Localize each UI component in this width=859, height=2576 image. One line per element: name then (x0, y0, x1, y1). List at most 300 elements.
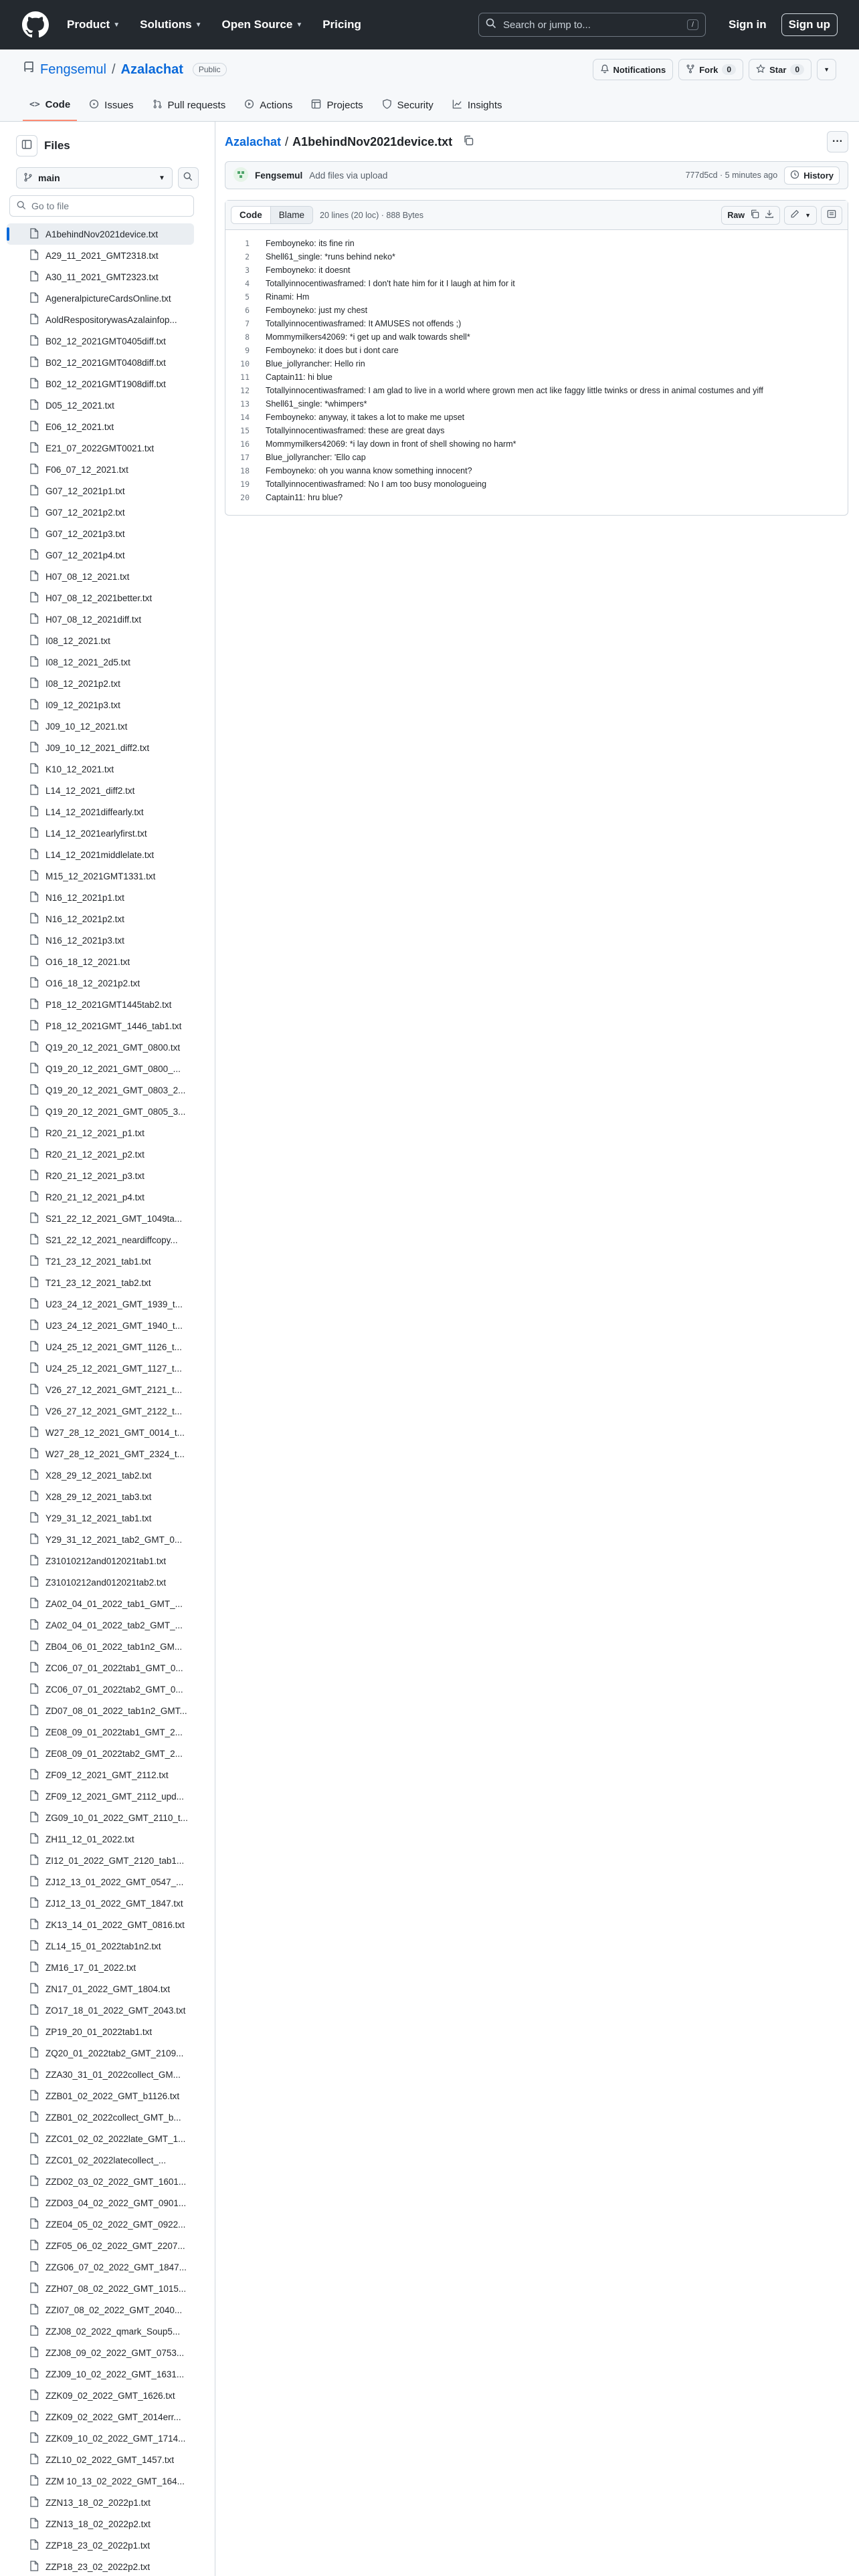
file-tree-item-label: R20_21_12_2021_p2.txt (45, 1149, 145, 1160)
file-tree-item-label: ZZJ08_09_02_2022_GMT_0753... (45, 2347, 185, 2358)
file-tree-item[interactable] (7, 1935, 194, 1957)
file-tree-item[interactable] (7, 1443, 194, 1465)
file-tree-item[interactable] (7, 309, 194, 330)
file-tree-item[interactable] (7, 1079, 194, 1101)
file-tree-item-label: ZZH07_08_02_2022_GMT_1015... (45, 2283, 187, 2294)
file-tree-item[interactable] (7, 416, 194, 437)
file-tree-item[interactable] (7, 395, 194, 416)
line-number[interactable]: 6 (245, 306, 250, 315)
file-tree-item[interactable] (7, 2021, 194, 2042)
code-line (225, 263, 848, 277)
file-tree-item[interactable] (7, 865, 194, 887)
file-tree-item-label: ZZB01_02_2022_GMT_b1126.txt (45, 2090, 180, 2101)
file-tree-item[interactable] (7, 1379, 194, 1400)
file-icon (29, 827, 39, 840)
file-tree-item[interactable] (7, 2042, 194, 2064)
file-tree-item[interactable] (7, 2000, 194, 2021)
file-tree-item-label: E06_12_2021.txt (45, 421, 114, 432)
file-tree-item[interactable] (7, 1101, 194, 1122)
file-tree-item[interactable] (7, 951, 194, 972)
file-tree-item-label: G07_12_2021p3.txt (45, 528, 125, 539)
file-tree-item[interactable] (7, 908, 194, 930)
file-tree-item[interactable] (7, 1893, 194, 1914)
file-tree-item[interactable] (7, 1015, 194, 1037)
file-tree-item[interactable] (7, 2363, 194, 2385)
avatar[interactable] (233, 167, 248, 184)
file-tree-item-label: ZP19_20_01_2022tab1.txt (45, 2026, 153, 2037)
file-tree-item[interactable] (7, 1721, 194, 1743)
file-tree-item[interactable] (7, 1315, 194, 1336)
file-tree-item[interactable] (7, 480, 194, 502)
file-tree-item-label: ZD07_08_01_2022_tab1n2_GMT... (45, 1705, 187, 1716)
file-tree-item[interactable] (7, 587, 194, 609)
file-icon (29, 2475, 39, 2488)
file-icon (29, 1833, 39, 1846)
nav-product[interactable] (67, 18, 120, 31)
file-tree-item[interactable] (7, 2406, 194, 2428)
file-tree-item-label: ZH11_12_01_2022.txt (45, 1834, 134, 1844)
file-tree-item[interactable] (7, 1914, 194, 1935)
line-number[interactable]: 5 (245, 292, 250, 302)
file-tree-item-label: W27_28_12_2021_GMT_0014_t... (45, 1427, 185, 1438)
file-icon (29, 1598, 39, 1610)
file-icon (29, 1769, 39, 1782)
line-number[interactable]: 9 (245, 346, 250, 355)
more-options-button[interactable] (827, 131, 848, 152)
file-tree-item[interactable] (7, 1486, 194, 1507)
file-tree-item[interactable] (7, 972, 194, 994)
tab-actions[interactable] (237, 92, 299, 121)
file-icon (29, 1105, 39, 1118)
file-icon (29, 2282, 39, 2295)
file-tree-item[interactable] (7, 437, 194, 459)
file-tree-sidebar (0, 122, 215, 2576)
line-number[interactable]: 17 (240, 453, 250, 462)
nav-pricing[interactable] (322, 18, 361, 31)
file-icon (29, 1448, 39, 1461)
nav-open-source[interactable] (222, 18, 303, 31)
nav-solutions-label: Solutions (140, 18, 192, 31)
file-tree-item[interactable] (7, 1422, 194, 1443)
file-tree-item[interactable] (7, 1657, 194, 1679)
file-icon (29, 613, 39, 626)
repo-owner-link[interactable]: Fengsemul (40, 62, 106, 77)
file-tree-item[interactable] (7, 459, 194, 480)
file-tree-item[interactable] (7, 694, 194, 716)
file-tree-item[interactable] (7, 2556, 194, 2576)
file-tree-item-label: J09_10_12_2021.txt (45, 721, 128, 732)
file-tree-item-label: L14_12_2021middlelate.txt (45, 849, 155, 860)
file-tree-item[interactable] (7, 1529, 194, 1550)
file-icon (29, 870, 39, 883)
file-icon (29, 2518, 39, 2531)
file-icon (29, 570, 39, 583)
file-tree-item[interactable] (7, 1058, 194, 1079)
file-tree-item[interactable] (7, 223, 194, 245)
github-logo-icon[interactable] (21, 11, 50, 39)
file-tree-item[interactable] (7, 2535, 194, 2556)
file-tree-item[interactable] (7, 1593, 194, 1614)
file-tree-item[interactable] (7, 1229, 194, 1251)
file-tree-item[interactable] (7, 2085, 194, 2107)
file-tree-item[interactable] (7, 2256, 194, 2278)
file-tree-item[interactable] (7, 1807, 194, 1828)
file-icon (29, 485, 39, 498)
symbols-panel-button[interactable] (821, 206, 842, 225)
line-number[interactable]: 13 (240, 399, 250, 409)
file-tree-item[interactable] (7, 1465, 194, 1486)
line-number[interactable]: 11 (240, 372, 250, 382)
file-tree-item[interactable] (7, 2192, 194, 2214)
chevron-down-icon: ▼ (296, 21, 303, 29)
file-icon (29, 1747, 39, 1760)
tab-code[interactable] (23, 92, 77, 121)
git-branch-icon (23, 173, 33, 184)
line-number[interactable]: 2 (245, 252, 250, 261)
file-tree-item[interactable] (7, 1786, 194, 1807)
file-tree-item-label: ZL14_15_01_2022tab1n2.txt (45, 1941, 161, 1951)
file-tree-item[interactable] (7, 716, 194, 737)
file-tree-item[interactable] (7, 1186, 194, 1208)
file-tree-item-label: S21_22_12_2021_GMT_1049ta... (45, 1213, 183, 1224)
file-tree-item-label: V26_27_12_2021_GMT_2122_t... (45, 1406, 183, 1416)
file-tree-item[interactable] (7, 1336, 194, 1358)
file-icon (29, 677, 39, 690)
line-text: Femboyneko: it doesnt (266, 265, 351, 275)
line-number[interactable]: 1 (245, 239, 250, 248)
commit-message[interactable]: Add files via upload (309, 170, 388, 181)
file-icon (29, 2004, 39, 2017)
line-number[interactable]: 12 (240, 386, 250, 395)
file-tree-item[interactable] (7, 2321, 194, 2342)
file-tree-item[interactable] (7, 930, 194, 951)
file-tree-item-label: B02_12_2021GMT0405diff.txt (45, 336, 166, 346)
file-tree-item[interactable] (7, 844, 194, 865)
file-tree-item[interactable] (7, 994, 194, 1015)
file-tree-item-label: R20_21_12_2021_p3.txt (45, 1170, 145, 1181)
commit-sha-time[interactable]: 777d5cd · 5 minutes ago (685, 171, 778, 180)
file-tree-item[interactable] (7, 801, 194, 823)
file-icon (29, 1555, 39, 1568)
code-line (225, 277, 848, 290)
file-tree-item[interactable] (7, 1572, 194, 1593)
star-dropdown-button[interactable] (817, 59, 836, 80)
file-tree-item[interactable] (7, 1550, 194, 1572)
file-icon (29, 1683, 39, 1696)
file-tree-item-label: H07_08_12_2021diff.txt (45, 614, 142, 625)
file-toolbar (225, 201, 848, 230)
commit-author[interactable]: Fengsemul (255, 170, 303, 181)
line-text: Shell61_single: *runs behind neko* (266, 252, 395, 261)
file-icon (29, 1576, 39, 1589)
file-icon (29, 763, 39, 776)
tab-issues-label: Issues (104, 100, 134, 111)
file-tree-item-label: ZJ12_13_01_2022_GMT_0547_... (45, 1876, 184, 1887)
kebab-horizontal-icon: ··· (832, 136, 843, 147)
code-line (225, 397, 848, 411)
line-text: Blue_jollyrancher: Hello rin (266, 359, 365, 368)
file-tree-item[interactable] (7, 2470, 194, 2492)
file-icon (29, 1726, 39, 1739)
download-icon[interactable] (765, 209, 774, 221)
sign-in-link[interactable]: Sign in (729, 18, 767, 31)
code-line (225, 437, 848, 451)
repo-icon (23, 62, 35, 78)
file-tree-item[interactable] (7, 673, 194, 694)
code-line (225, 424, 848, 437)
file-tree-item-label: O16_18_12_2021p2.txt (45, 978, 140, 988)
tab-insights-label: Insights (467, 100, 502, 111)
file-tree-item[interactable] (7, 2064, 194, 2085)
file-tree-item[interactable] (7, 1358, 194, 1379)
file-tree-item[interactable] (7, 1636, 194, 1657)
breadcrumb (225, 135, 848, 149)
file-icon (29, 292, 39, 305)
fork-button[interactable] (678, 59, 743, 80)
pencil-icon (790, 209, 799, 221)
line-number[interactable]: 4 (245, 279, 250, 288)
star-button[interactable] (749, 59, 812, 80)
file-tree-item[interactable] (7, 266, 194, 288)
search-icon (183, 172, 193, 185)
branch-selector[interactable] (16, 167, 173, 189)
file-tree-item[interactable] (7, 1251, 194, 1272)
file-tree-item-label: H07_08_12_2021.txt (45, 571, 130, 582)
tab-projects[interactable] (304, 92, 369, 121)
file-tree-item[interactable] (7, 2214, 194, 2235)
tab-issues[interactable] (82, 92, 140, 121)
file-tree-item[interactable] (7, 1165, 194, 1186)
repo-header (0, 49, 859, 122)
file-icon (29, 1961, 39, 1974)
file-tree-item[interactable] (7, 566, 194, 587)
file-tree-item[interactable] (7, 2299, 194, 2321)
file-icon (29, 2432, 39, 2445)
file-tree-item-label: ZE08_09_01_2022tab1_GMT_2... (45, 1727, 183, 1737)
file-tree-item[interactable] (7, 544, 194, 566)
file-tree-item[interactable] (7, 1679, 194, 1700)
file-tree-item[interactable] (7, 2342, 194, 2363)
file-tree-item-label: ZZP18_23_02_2022p1.txt (45, 2540, 151, 2551)
file-icon (29, 2068, 39, 2081)
history-button[interactable] (784, 167, 840, 185)
file-icon (29, 1063, 39, 1075)
file-tree-item-label: Y29_31_12_2021_tab1.txt (45, 1513, 152, 1523)
file-icon (29, 1084, 39, 1097)
file-tree-item[interactable] (7, 288, 194, 309)
file-tree-item[interactable] (7, 245, 194, 266)
file-tree-item[interactable] (7, 2385, 194, 2406)
file-tree-item-label: Y29_31_12_2021_tab2_GMT_0... (45, 1534, 183, 1545)
file-icon (29, 1255, 39, 1268)
raw-button[interactable] (721, 206, 780, 225)
go-to-file-input[interactable] (9, 195, 194, 217)
file-tree-item[interactable] (7, 1144, 194, 1165)
file-tree-item[interactable] (7, 1293, 194, 1315)
file-tree-item[interactable] (7, 1400, 194, 1422)
file-tree-item[interactable] (7, 1978, 194, 2000)
edit-button[interactable] (784, 206, 817, 225)
tab-actions-label: Actions (260, 100, 293, 111)
file-tree-item-label: ZZF05_06_02_2022_GMT_2207... (45, 2240, 185, 2251)
file-tree-item[interactable] (7, 630, 194, 651)
fork-icon (686, 64, 695, 76)
file-icon (29, 1790, 39, 1803)
file-icon (29, 977, 39, 990)
file-tree-item[interactable] (7, 2278, 194, 2299)
file-tree-item[interactable] (7, 1850, 194, 1871)
tab-projects-label: Projects (326, 100, 363, 111)
file-icon (29, 1812, 39, 1824)
file-tree-item[interactable] (7, 1122, 194, 1144)
global-search-input[interactable] (478, 13, 706, 37)
line-number[interactable]: 18 (240, 466, 250, 475)
file-tree-item[interactable] (7, 1764, 194, 1786)
file-icon (29, 1277, 39, 1289)
file-tree-item[interactable] (7, 2235, 194, 2256)
code-view-button[interactable]: Code (231, 207, 271, 223)
file-tree-item-label: ZC06_07_01_2022tab2_GMT_0... (45, 1684, 183, 1695)
file-tree-item[interactable] (7, 373, 194, 395)
file-tree-item[interactable] (7, 1871, 194, 1893)
file-tree-item[interactable] (7, 609, 194, 630)
file-tree-item[interactable] (7, 2492, 194, 2513)
file-tree-item-label: A1behindNov2021device.txt (45, 229, 159, 239)
file-search-button[interactable] (178, 167, 199, 189)
file-icon (29, 463, 39, 476)
file-tree-item-label: ZJ12_13_01_2022_GMT_1847.txt (45, 1898, 183, 1909)
line-number[interactable]: 19 (240, 479, 250, 489)
blame-view-button[interactable]: Blame (271, 207, 312, 223)
file-tree-item[interactable] (7, 1957, 194, 1978)
file-tree-item[interactable] (7, 1614, 194, 1636)
line-number[interactable]: 7 (245, 319, 250, 328)
nav-solutions[interactable] (140, 18, 201, 31)
file-tree-item[interactable] (7, 1272, 194, 1293)
line-number[interactable]: 20 (240, 493, 250, 502)
code-line (225, 290, 848, 304)
file-tree-item-label: ZZD02_03_02_2022_GMT_1601... (45, 2176, 187, 2187)
file-tree-item[interactable] (7, 1037, 194, 1058)
file-tree-item-label: X28_29_12_2021_tab3.txt (45, 1491, 152, 1502)
tab-pull-requests[interactable] (146, 92, 233, 121)
breadcrumb-repo-link[interactable]: Azalachat (225, 135, 282, 148)
file-tree-item-label: B02_12_2021GMT1908diff.txt (45, 379, 166, 389)
sign-up-button[interactable]: Sign up (781, 13, 838, 36)
file-tree-item[interactable] (7, 887, 194, 908)
file-tree-item-label: A30_11_2021_GMT2323.txt (45, 272, 159, 282)
file-tree-item[interactable] (7, 2513, 194, 2535)
code-lines (225, 230, 848, 515)
file-tree-item[interactable] (7, 737, 194, 758)
file-tree-item-label: B02_12_2021GMT0408diff.txt (45, 357, 166, 368)
file-icon (29, 1854, 39, 1867)
file-icon (29, 2240, 39, 2252)
line-number[interactable]: 16 (240, 439, 250, 449)
tab-security[interactable] (375, 92, 440, 121)
file-tree-item[interactable] (7, 651, 194, 673)
file-tree-item-label: P18_12_2021GMT_1446_tab1.txt (45, 1021, 182, 1031)
copy-path-icon[interactable] (463, 135, 474, 149)
branch-row (0, 167, 215, 189)
sidebar-collapse-icon (21, 139, 32, 153)
line-number[interactable]: 15 (240, 426, 250, 435)
file-tree-item[interactable] (7, 2107, 194, 2128)
line-number[interactable]: 3 (245, 265, 250, 275)
file-tree-item[interactable] (7, 780, 194, 801)
file-tree-item-label: G07_12_2021p2.txt (45, 507, 125, 518)
line-number[interactable]: 14 (240, 413, 250, 422)
repo-title (23, 62, 227, 78)
file-tree-item-label: V26_27_12_2021_GMT_2121_t... (45, 1384, 183, 1395)
file-tree-item[interactable] (7, 2128, 194, 2149)
copy-icon[interactable] (750, 209, 759, 221)
file-tree-item-label: ZZC01_02_02_2022late_GMT_1... (45, 2133, 186, 2144)
file-icon (29, 1341, 39, 1354)
line-number[interactable]: 10 (240, 359, 250, 368)
line-text: Totallyinnocentiwasframed: No I am too busy monologueing (266, 479, 487, 489)
file-tree-item[interactable] (7, 2449, 194, 2470)
file-tree-item[interactable] (7, 352, 194, 373)
file-tree-item[interactable] (7, 2428, 194, 2449)
file-tree-item[interactable] (7, 2171, 194, 2192)
code-line (225, 344, 848, 357)
file-tree-item-label: ZZK09_10_02_2022_GMT_1714... (45, 2433, 186, 2444)
file-meta: 20 lines (20 loc) · 888 Bytes (320, 210, 423, 220)
file-tree-item[interactable] (7, 2149, 194, 2171)
file-view (225, 122, 848, 516)
file-tree-item-label: ZN17_01_2022_GMT_1804.txt (45, 1983, 171, 1994)
file-tree-item[interactable] (7, 823, 194, 844)
file-tree-item-label: S21_22_12_2021_neardiffcopy... (45, 1235, 178, 1245)
file-tree-item[interactable] (7, 1743, 194, 1764)
tab-insights[interactable] (446, 92, 509, 121)
file-tree-item[interactable] (7, 1700, 194, 1721)
symbols-icon (827, 209, 836, 221)
fork-label: Fork (699, 64, 719, 75)
repo-actions (593, 59, 837, 80)
file-tree-item-label: ZA02_04_01_2022_tab1_GMT_... (45, 1598, 183, 1609)
history-label: History (803, 170, 834, 181)
collapse-sidebar-button[interactable] (16, 135, 37, 156)
code-line (225, 491, 848, 504)
file-icon (29, 2133, 39, 2145)
file-tree-item[interactable] (7, 502, 194, 523)
file-tree-item[interactable] (7, 1208, 194, 1229)
line-text: Mommymilkers42069: *i lay down in front of shell showing no harm* (266, 439, 516, 449)
tab-pull-requests-label: Pull requests (167, 100, 226, 111)
file-tree-item[interactable] (7, 1828, 194, 1850)
file-icon (29, 635, 39, 647)
breadcrumb-separator: / (285, 135, 289, 148)
line-number[interactable]: 8 (245, 332, 250, 342)
file-tree-item-label: ZZJ08_02_2022_qmark_Soup5... (45, 2326, 181, 2337)
file-tree-item-label: D05_12_2021.txt (45, 400, 114, 411)
file-icon (29, 1384, 39, 1396)
file-icon (29, 1662, 39, 1675)
file-tree-item[interactable] (7, 330, 194, 352)
pull-request-icon (153, 99, 163, 112)
file-tree-item[interactable] (7, 1507, 194, 1529)
file-tree-item[interactable] (7, 523, 194, 544)
repo-name-link[interactable]: Azalachat (120, 62, 183, 77)
search-icon (486, 18, 496, 31)
notifications-button[interactable] (593, 59, 674, 80)
file-tree-item[interactable] (7, 758, 194, 780)
file-icon (29, 2411, 39, 2424)
file-icon (29, 528, 39, 540)
file-icon (29, 2111, 39, 2124)
